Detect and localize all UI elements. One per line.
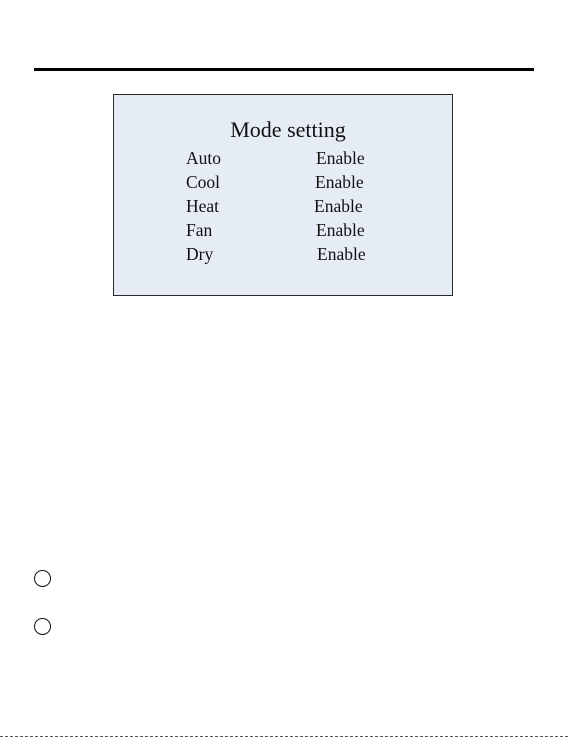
mode-row-cool[interactable] (186, 171, 376, 193)
mode-row-auto[interactable] (186, 147, 376, 169)
mode-row-fan[interactable] (186, 219, 376, 241)
mode-name: Auto (186, 148, 221, 168)
mode-state: Enable (316, 220, 365, 240)
mode-name: Cool (186, 172, 221, 192)
page-bottom-rule (0, 736, 568, 737)
mode-state: Enable (314, 196, 363, 216)
mode-name: Dry (186, 244, 214, 264)
mode-state: Enable (315, 172, 364, 192)
mode-row-heat[interactable] (186, 195, 376, 217)
circle-marker-icon (34, 618, 51, 635)
mode-name: Fan (186, 220, 213, 240)
circle-marker-icon (34, 570, 51, 587)
mode-row-dry[interactable] (186, 243, 376, 265)
mode-name: Heat (186, 196, 220, 216)
mode-state: Enable (316, 148, 365, 168)
mode-setting-screen (113, 94, 453, 296)
screen-title: Mode setting (230, 117, 346, 142)
header-rule (34, 68, 534, 71)
mode-state: Enable (317, 244, 366, 264)
